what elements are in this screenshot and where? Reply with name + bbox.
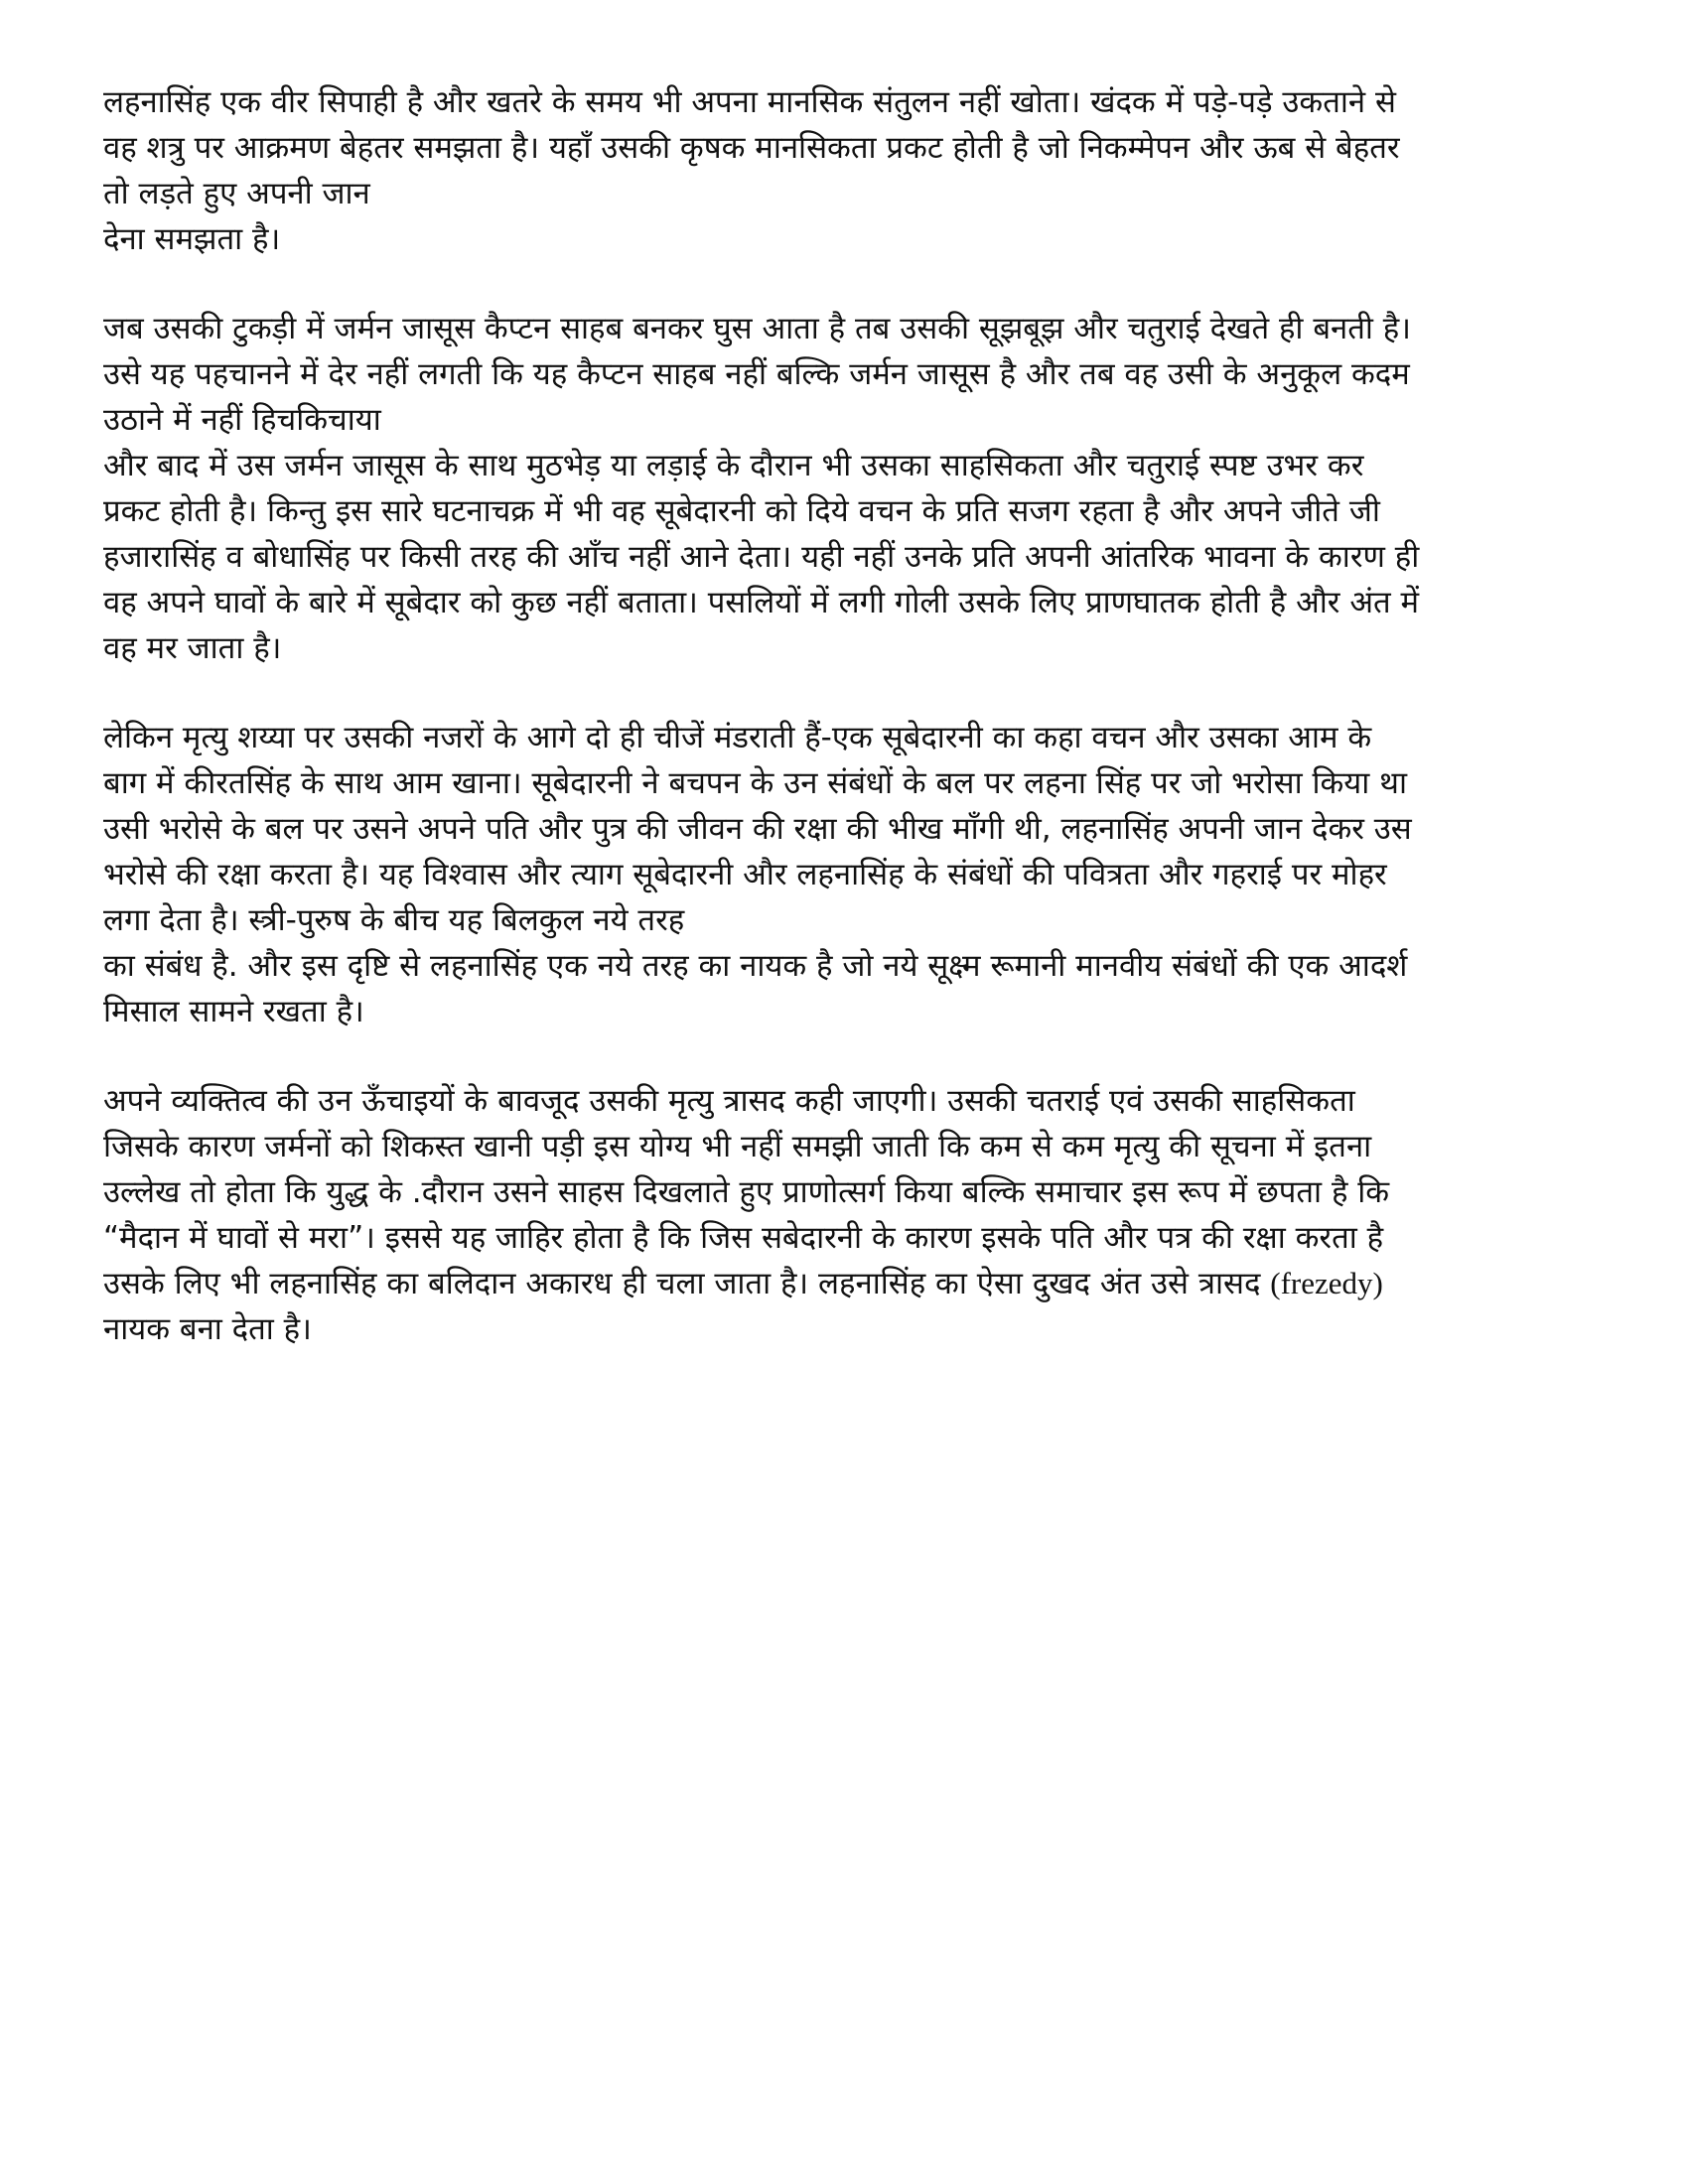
- text-line: [103, 1261, 1593, 1306]
- text-line: नायक बना देता है।: [103, 1311, 312, 1347]
- text-line: मिसाल सामने रखता है।: [103, 994, 364, 1029]
- inline-latin-text: (frezedy): [1270, 1266, 1383, 1300]
- text-line: हजारासिंह व बोधासिंह पर किसी तरह की आँच नहीं आने देता। यही नहीं उनके प्रति अपनी आंतरिक भावना के कारण ही: [103, 539, 1420, 575]
- paragraph-4: [103, 1078, 1593, 1352]
- text-line: का संबंध है. और इस दृष्टि से लहनासिंह एक नये तरह का नायक है जो नये सूक्ष्म रूमानी मानवीय संबंधों की एक आदर्श: [103, 948, 1408, 984]
- text-line: भरोसे की रक्षा करता है। यह विश्वास और त्याग सूबेदारनी और लहनासिंह के संबंधों की पवित्रता और गहराई पर मोहर: [103, 857, 1387, 892]
- paragraph-2: [103, 306, 1593, 671]
- text-line: अपने व्यक्तित्व की उन ऊँचाइयों के बावजूद उसकी मृत्यु त्रासद कही जाएगी। उसकी चतराई एवं उसकी साहसिकता: [103, 1083, 1355, 1119]
- text-line: उल्लेख तो होता कि युद्ध के .दौरान उसने साहस दिखलाते हुए प्राणोत्सर्ग किया बल्कि समाचार इस रूप में छपता है कि: [103, 1174, 1390, 1210]
- text-line: उसी भरोसे के बल पर उसने अपने पति और पुत्र की जीवन की रक्षा की भीख माँगी थी, लहनासिंह अपनी जान देकर उस: [103, 811, 1412, 847]
- text-line: लगा देता है। स्त्री-पुरुष के बीच यह बिलकुल नये तरह: [103, 902, 685, 938]
- text-line: लेकिन मृत्यु शय्या पर उसकी नजरों के आगे दो ही चीजें मंडराती हैं-एक सूबेदारनी का कहा वचन और उसका आम के: [103, 720, 1372, 755]
- text-line: और बाद में उस जर्मन जासूस के साथ मुठभेड़ या लड़ाई के दौरान भी उसका साहसिकता और चतुराई स्पष्ट उभर कर: [103, 448, 1364, 483]
- paragraph-3: [103, 715, 1593, 1034]
- text-line: “मैदान में घावों से मरा”। इससे यह जाहिर होता है कि जिस सबेदारनी के कारण इसके पति और पत्र की रक्षा करता है: [103, 1220, 1384, 1256]
- paragraph-1: [103, 79, 1593, 262]
- text-line: बाग में कीरतसिंह के साथ आम खाना। सूबेदारनी ने बचपन के उन संबंधों के बल पर लहना सिंह पर जो भरोसा किया था: [103, 765, 1408, 801]
- text-line: वह अपने घावों के बारे में सूबेदार को कुछ नहीं बताता। पसलियों में लगी गोली उसके लिए प्राणघातक होती है और अंत में: [103, 585, 1420, 620]
- text-line: वह शत्रु पर आक्रमण बेहतर समझता है। यहाँ उसकी कृषक मानसिकता प्रकट होती है जो निकम्मेपन और ऊब से बेहतर: [103, 130, 1400, 166]
- text-segment: उसके लिए भी लहनासिंह का बलिदान अकारध ही चला जाता है। लहनासिंह का ऐसा दुखद अंत उसे त्रासद: [103, 1266, 1261, 1301]
- text-line: जिसके कारण जर्मनों को शिकस्त खानी पड़ी इस योग्य भी नहीं समझी जाती कि कम से कम मृत्यु की सूचना में इतना: [103, 1129, 1372, 1164]
- text-line: जब उसकी टुकड़ी में जर्मन जासूस कैप्टन साहब बनकर घुस आता है तब उसकी सूझबूझ और चतुराई देखते ही बनती है।: [103, 311, 1411, 346]
- text-line: लहनासिंह एक वीर सिपाही है और खतरे के समय भी अपना मानसिक संतुलन नहीं खोता। खंदक में पड़े-पड़े उकताने से: [103, 84, 1396, 120]
- text-line: उठाने में नहीं हिचकिचाया: [103, 402, 381, 438]
- text-line: देना समझता है।: [103, 221, 281, 257]
- text-line: उसे यह पहचानने में देर नहीं लगती कि यह कैप्टन साहब नहीं बल्कि जर्मन जासूस है और तब वह उसी के अनुकूल कदम: [103, 356, 1410, 392]
- text-line: तो लड़ते हुए अपनी जान: [103, 176, 370, 211]
- document-page: [103, 79, 1593, 1396]
- text-line: वह मर जाता है।: [103, 630, 282, 666]
- text-line: प्रकट होती है। किन्तु इस सारे घटनाचक्र में भी वह सूबेदारनी को दिये वचन के प्रति सजग रहता है और अपने जीते जी: [103, 493, 1380, 529]
